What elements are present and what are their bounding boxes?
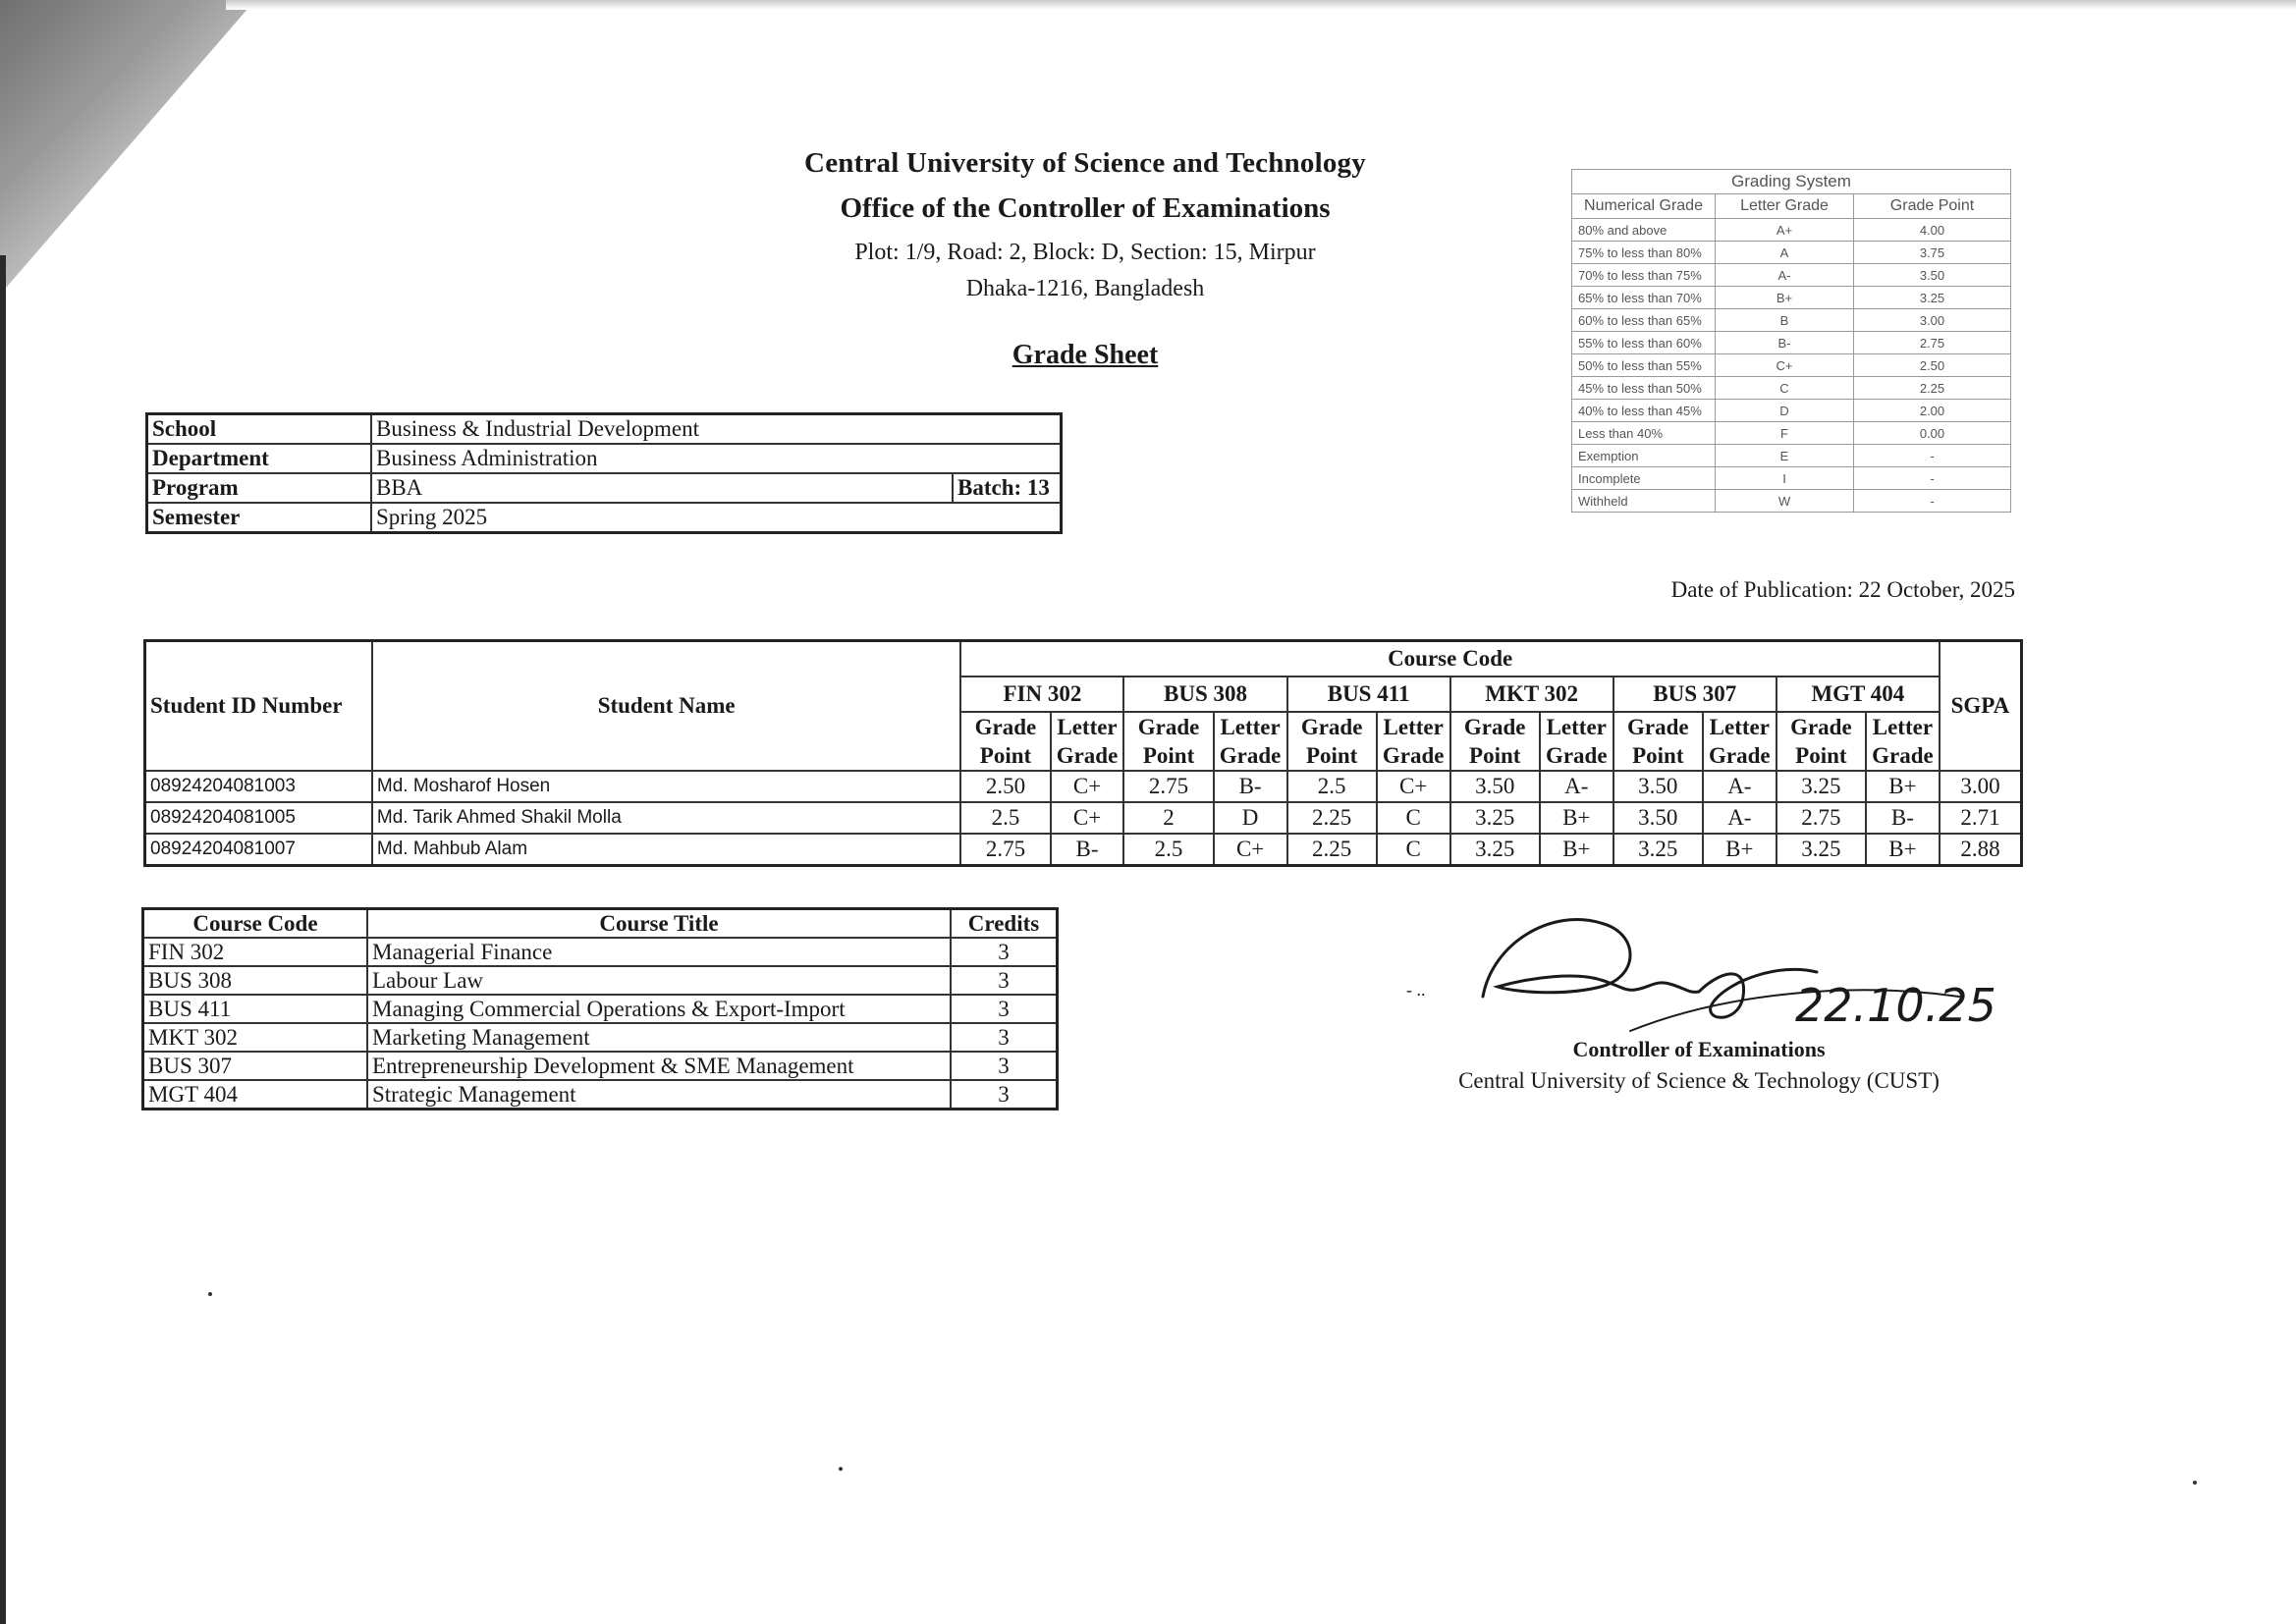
- results-table: [143, 639, 2023, 867]
- student-id: 08924204081003: [145, 771, 372, 802]
- grading-row: [1572, 309, 2011, 332]
- letter-grade-subheader: [1214, 712, 1287, 771]
- course-title: Marketing Management: [367, 1023, 951, 1052]
- address-line-2: Dhaka-1216, Bangladesh: [965, 276, 1205, 301]
- course-list-table: [141, 907, 1059, 1110]
- letter-grade-value: C+: [1051, 802, 1124, 834]
- program-info-table: [145, 412, 1063, 534]
- grade-point-value: 3.50: [1450, 771, 1540, 802]
- letter-grade-cell: I: [1716, 467, 1854, 490]
- signature-date: 22.10.25: [1795, 979, 1996, 1032]
- scan-speck: [208, 1292, 212, 1296]
- letter-grade-subheader: [1540, 712, 1613, 771]
- grade-point-cell: 2.75: [1854, 332, 2011, 354]
- course-row: [143, 995, 1058, 1023]
- grade-point-subheader-line2: Point: [979, 743, 1032, 768]
- letter-grade-value: C+: [1214, 834, 1287, 866]
- numerical-grade-cell: Incomplete: [1572, 467, 1716, 490]
- grade-point-subheader: [1450, 712, 1540, 771]
- publication-date: Date of Publication: 22 October, 2025: [1670, 577, 2015, 602]
- grade-point-cell: -: [1854, 445, 2011, 467]
- grading-row: [1572, 332, 2011, 354]
- grade-point-value: 3.50: [1613, 771, 1703, 802]
- school-row: [147, 414, 1062, 445]
- course-code: FIN 302: [143, 938, 368, 966]
- office-name: Office of the Controller of Examinations: [840, 192, 1331, 224]
- course-code-cell: MKT 302: [1450, 677, 1613, 712]
- numerical-grade-cell: 75% to less than 80%: [1572, 242, 1716, 264]
- letter-grade-value: A-: [1703, 802, 1777, 834]
- grade-point-cell: 3.00: [1854, 309, 2011, 332]
- semester-label: Semester: [147, 503, 372, 533]
- letter-grade-value: A-: [1540, 771, 1613, 802]
- grade-point-value: 3.25: [1613, 834, 1703, 866]
- grading-system-title: Grading System: [1571, 169, 2011, 193]
- program-value: BBA: [371, 473, 953, 503]
- letter-grade-value: C+: [1377, 771, 1450, 802]
- grading-row: [1572, 445, 2011, 467]
- grade-point-subheader-line1: Grade: [1626, 715, 1689, 739]
- letter-grade-cell: E: [1716, 445, 1854, 467]
- grade-point-subheader-line2: Point: [1142, 743, 1195, 768]
- department-label: Department: [147, 444, 372, 473]
- grade-point-cell: -: [1854, 490, 2011, 513]
- letter-grade-cell: W: [1716, 490, 1854, 513]
- letter-grade-subheader-line2: Grade: [1709, 743, 1771, 768]
- letter-grade-cell: D: [1716, 400, 1854, 422]
- grading-row: [1572, 242, 2011, 264]
- grading-row: [1572, 467, 2011, 490]
- numerical-grade-cell: 65% to less than 70%: [1572, 287, 1716, 309]
- course-credits: 3: [951, 1052, 1058, 1080]
- grading-system-table: [1571, 169, 2011, 513]
- student-name: Md. Mahbub Alam: [372, 834, 961, 866]
- student-row: [145, 771, 2022, 802]
- grade-point-cell: 2.50: [1854, 354, 2011, 377]
- numerical-grade-cell: Withheld: [1572, 490, 1716, 513]
- grade-point-cell: 4.00: [1854, 219, 2011, 242]
- grade-point-value: 2.75: [960, 834, 1050, 866]
- grade-point-subheader: [960, 712, 1050, 771]
- grade-point-value: 3.50: [1613, 802, 1703, 834]
- grade-point-cell: 2.00: [1854, 400, 2011, 422]
- student-name: Md. Mosharof Hosen: [372, 771, 961, 802]
- grade-point-cell: 3.25: [1854, 287, 2011, 309]
- grading-row: [1572, 422, 2011, 445]
- scan-speck: [2193, 1481, 2197, 1485]
- credits-col-header: Credits: [951, 909, 1058, 939]
- letter-grade-subheader-line1: Letter: [1546, 715, 1607, 739]
- letter-grade-subheader-line2: Grade: [1872, 743, 1934, 768]
- signatory-organization: Central University of Science & Technology (CUST): [1458, 1068, 1940, 1093]
- student-id: 08924204081005: [145, 802, 372, 834]
- grade-point-subheader-line1: Grade: [1790, 715, 1852, 739]
- student-row: [145, 802, 2022, 834]
- letter-grade-subheader: [1051, 712, 1124, 771]
- grade-point-subheader: [1287, 712, 1377, 771]
- course-row: [143, 966, 1058, 995]
- grade-point-value: 3.25: [1450, 802, 1540, 834]
- student-name-header: Student Name: [372, 641, 961, 772]
- letter-grade-value: B-: [1866, 802, 1940, 834]
- course-code: BUS 411: [143, 995, 368, 1023]
- letter-grade-header: Letter Grade: [1716, 194, 1854, 219]
- student-id: 08924204081007: [145, 834, 372, 866]
- letter-grade-value: C: [1377, 834, 1450, 866]
- letter-grade-value: B+: [1540, 802, 1613, 834]
- grade-point-subheader-line1: Grade: [1300, 715, 1363, 739]
- grade-point-subheader-line1: Grade: [974, 715, 1037, 739]
- course-row: [143, 938, 1058, 966]
- document-title: Grade Sheet: [1011, 340, 1159, 370]
- letter-grade-value: B+: [1866, 771, 1940, 802]
- course-row: [143, 1052, 1058, 1080]
- sgpa-value: 2.88: [1940, 834, 2022, 866]
- letter-grade-value: D: [1214, 802, 1287, 834]
- grade-point-value: 2.75: [1123, 771, 1213, 802]
- scan-corner-fold: [0, 0, 255, 295]
- letter-grade-cell: B: [1716, 309, 1854, 332]
- letter-grade-subheader: [1866, 712, 1940, 771]
- course-credits: 3: [951, 966, 1058, 995]
- grading-row: [1572, 377, 2011, 400]
- grading-row: [1572, 400, 2011, 422]
- course-title: Labour Law: [367, 966, 951, 995]
- letter-grade-cell: A+: [1716, 219, 1854, 242]
- grade-point-value: 2: [1123, 802, 1213, 834]
- program-row: [147, 473, 1062, 503]
- letter-grade-value: B-: [1214, 771, 1287, 802]
- grade-point-subheader-line2: Point: [1632, 743, 1684, 768]
- batch-value: Batch: 13: [953, 473, 1062, 503]
- course-title: Strategic Management: [367, 1080, 951, 1110]
- grading-rows: [1572, 219, 2011, 513]
- letter-grade-cell: C+: [1716, 354, 1854, 377]
- document-header: [741, 147, 1429, 371]
- letter-grade-value: C: [1377, 802, 1450, 834]
- course-code-cell: MGT 404: [1777, 677, 1940, 712]
- results-header-row-1: [145, 641, 2022, 677]
- sgpa-value: 2.71: [1940, 802, 2022, 834]
- grading-header-row: [1572, 194, 2011, 219]
- numerical-grade-cell: Less than 40%: [1572, 422, 1716, 445]
- grade-point-subheader-line2: Point: [1795, 743, 1847, 768]
- course-title: Managerial Finance: [367, 938, 951, 966]
- program-label: Program: [147, 473, 372, 503]
- grade-point-value: 2.25: [1287, 834, 1377, 866]
- signatory-title: Controller of Examinations: [1572, 1037, 1826, 1061]
- student-name: Md. Tarik Ahmed Shakil Molla: [372, 802, 961, 834]
- grade-point-cell: 0.00: [1854, 422, 2011, 445]
- course-code: BUS 307: [143, 1052, 368, 1080]
- grading-row: [1572, 287, 2011, 309]
- course-title: Managing Commercial Operations & Export-Import: [367, 995, 951, 1023]
- grade-point-header: Grade Point: [1854, 194, 2011, 219]
- course-title: Entrepreneurship Development & SME Management: [367, 1052, 951, 1080]
- course-credits: 3: [951, 995, 1058, 1023]
- grading-row: [1572, 354, 2011, 377]
- grade-point-value: 2.50: [960, 771, 1050, 802]
- department-value: Business Administration: [371, 444, 1062, 473]
- course-code-cell: BUS 307: [1613, 677, 1777, 712]
- letter-grade-subheader-line1: Letter: [1709, 715, 1770, 739]
- grading-row: [1572, 219, 2011, 242]
- letter-grade-subheader-line2: Grade: [1056, 743, 1119, 768]
- numerical-grade-cell: 70% to less than 75%: [1572, 264, 1716, 287]
- stray-marks: - ..: [1406, 980, 1426, 1000]
- course-credits: 3: [951, 1023, 1058, 1052]
- grade-point-cell: 3.75: [1854, 242, 2011, 264]
- numerical-grade-cell: 50% to less than 55%: [1572, 354, 1716, 377]
- semester-value: Spring 2025: [371, 503, 1062, 533]
- grade-point-value: 2.25: [1287, 802, 1377, 834]
- numerical-grade-cell: Exemption: [1572, 445, 1716, 467]
- grade-point-value: 2.5: [1287, 771, 1377, 802]
- letter-grade-subheader-line2: Grade: [1545, 743, 1608, 768]
- department-row: [147, 444, 1062, 473]
- course-list-header-row: [143, 909, 1058, 939]
- letter-grade-value: B-: [1051, 834, 1124, 866]
- grade-point-value: 2.5: [960, 802, 1050, 834]
- grade-point-subheader-line2: Point: [1469, 743, 1521, 768]
- letter-grade-cell: B+: [1716, 287, 1854, 309]
- letter-grade-subheader-line2: Grade: [1382, 743, 1445, 768]
- sgpa-header: SGPA: [1940, 641, 2022, 772]
- scan-speck: [839, 1467, 843, 1471]
- letter-grade-cell: A-: [1716, 264, 1854, 287]
- numerical-grade-cell: 80% and above: [1572, 219, 1716, 242]
- grade-point-subheader: [1777, 712, 1866, 771]
- grading-row: [1572, 264, 2011, 287]
- course-credits: 3: [951, 1080, 1058, 1110]
- course-code: BUS 308: [143, 966, 368, 995]
- letter-grade-subheader: [1703, 712, 1777, 771]
- numerical-grade-header: Numerical Grade: [1572, 194, 1716, 219]
- grade-point-cell: 3.50: [1854, 264, 2011, 287]
- grade-point-subheader-line2: Point: [1305, 743, 1358, 768]
- letter-grade-value: B+: [1540, 834, 1613, 866]
- letter-grade-value: A-: [1703, 771, 1777, 802]
- course-credits: 3: [951, 938, 1058, 966]
- grade-point-subheader-line1: Grade: [1463, 715, 1526, 739]
- student-row: [145, 834, 2022, 866]
- student-id-header: Student ID Number: [145, 641, 372, 772]
- results-rows: [145, 771, 2022, 866]
- address-line-1: Plot: 1/9, Road: 2, Block: D, Section: 15, Mirpur: [854, 240, 1316, 265]
- letter-grade-subheader-line1: Letter: [1057, 715, 1118, 739]
- course-code: MGT 404: [143, 1080, 368, 1110]
- letter-grade-cell: A: [1716, 242, 1854, 264]
- grade-point-value: 2.75: [1777, 802, 1866, 834]
- letter-grade-subheader-line1: Letter: [1220, 715, 1281, 739]
- letter-grade-subheader-line2: Grade: [1219, 743, 1282, 768]
- letter-grade-value: B+: [1703, 834, 1777, 866]
- university-name: Central University of Science and Technology: [804, 147, 1366, 179]
- numerical-grade-cell: 45% to less than 50%: [1572, 377, 1716, 400]
- results-header: [145, 641, 2022, 772]
- numerical-grade-cell: 40% to less than 45%: [1572, 400, 1716, 422]
- grade-point-value: 2.5: [1123, 834, 1213, 866]
- course-code-cell: BUS 411: [1287, 677, 1450, 712]
- school-label: School: [147, 414, 372, 445]
- letter-grade-subheader-line1: Letter: [1872, 715, 1934, 739]
- grade-point-subheader: [1613, 712, 1703, 771]
- course-code-cell: BUS 308: [1123, 677, 1286, 712]
- letter-grade-value: B+: [1866, 834, 1940, 866]
- letter-grade-subheader: [1377, 712, 1450, 771]
- letter-grade-value: C+: [1051, 771, 1124, 802]
- grading-row: [1572, 490, 2011, 513]
- scan-left-edge: [0, 255, 6, 1624]
- course-code: MKT 302: [143, 1023, 368, 1052]
- course-code-header: Course Code: [960, 641, 1939, 677]
- letter-grade-cell: B-: [1716, 332, 1854, 354]
- course-code-col-header: Course Code: [143, 909, 368, 939]
- sgpa-value: 3.00: [1940, 771, 2022, 802]
- numerical-grade-cell: 55% to less than 60%: [1572, 332, 1716, 354]
- semester-row: [147, 503, 1062, 533]
- course-list-rows: [143, 938, 1058, 1110]
- letter-grade-subheader-line1: Letter: [1383, 715, 1444, 739]
- course-code-cell: FIN 302: [960, 677, 1123, 712]
- course-title-col-header: Course Title: [367, 909, 951, 939]
- letter-grade-cell: C: [1716, 377, 1854, 400]
- numerical-grade-cell: 60% to less than 65%: [1572, 309, 1716, 332]
- grade-point-subheader: [1123, 712, 1213, 771]
- grade-point-value: 3.25: [1777, 771, 1866, 802]
- scan-top-edge: [226, 0, 2296, 10]
- grade-point-value: 3.25: [1450, 834, 1540, 866]
- letter-grade-cell: F: [1716, 422, 1854, 445]
- course-row: [143, 1080, 1058, 1110]
- school-value: Business & Industrial Development: [371, 414, 1062, 445]
- grade-point-subheader-line1: Grade: [1137, 715, 1200, 739]
- grade-point-cell: 2.25: [1854, 377, 2011, 400]
- course-row: [143, 1023, 1058, 1052]
- grade-point-value: 3.25: [1777, 834, 1866, 866]
- grade-point-cell: -: [1854, 467, 2011, 490]
